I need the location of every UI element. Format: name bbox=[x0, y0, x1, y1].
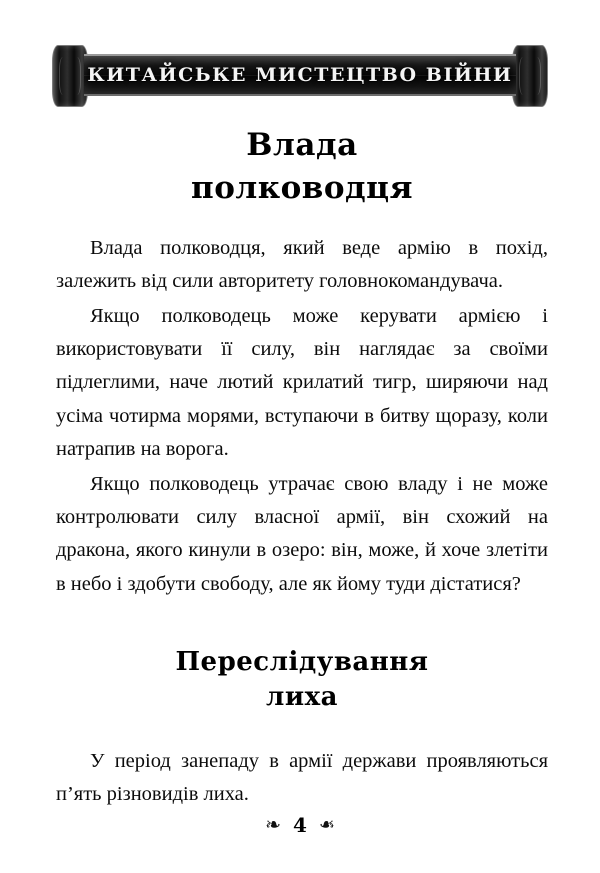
scroll-roll-right-icon bbox=[512, 45, 548, 107]
page-number: 4 bbox=[293, 813, 307, 837]
ornament-right-icon: ❧ bbox=[318, 813, 335, 836]
paragraph: Якщо полководець може керувати армією і використовувати її силу, він наглядає за своїми підлеглими, наче лютий крилатий тигр, ширяючи над усіма чотирма морями, вступаючи в битву щоразу, коли натрапив на ворога. bbox=[56, 304, 548, 460]
scroll-roll-left-icon bbox=[52, 45, 88, 107]
paragraph: Якщо полководець утрачає свою владу і не може контролювати силу власної армії, він схожий на дракона, якого кинули в озеро: він, може, й хоче злетіти в небо і здобути свободу, але як йому туди дістатися? bbox=[56, 472, 548, 595]
section-title bbox=[56, 645, 548, 715]
page-content bbox=[56, 112, 548, 813]
running-head-banner bbox=[0, 44, 600, 106]
running-head-title: КИТАЙСЬКЕ МИСТЕЦТВО ВІЙНИ bbox=[87, 64, 513, 86]
chapter-title-line-1: Влада bbox=[246, 127, 358, 163]
paragraph: У період занепаду в армії держави проявляються п’ять різновидів лиха. bbox=[56, 749, 548, 806]
chapter-title-line-2: полководця bbox=[191, 169, 413, 206]
section-title-line-1: Переслідування bbox=[175, 646, 429, 677]
ornament-left-icon: ❧ bbox=[265, 813, 282, 836]
page-footer bbox=[0, 813, 600, 837]
banner-scroll bbox=[54, 52, 546, 98]
section-title-line-2: лиха bbox=[266, 681, 338, 712]
chapter-title bbox=[56, 124, 548, 210]
paragraph: Влада полководця, який веде армію в похід, залежить від сили авторитету головнокомандувача. bbox=[56, 236, 548, 292]
